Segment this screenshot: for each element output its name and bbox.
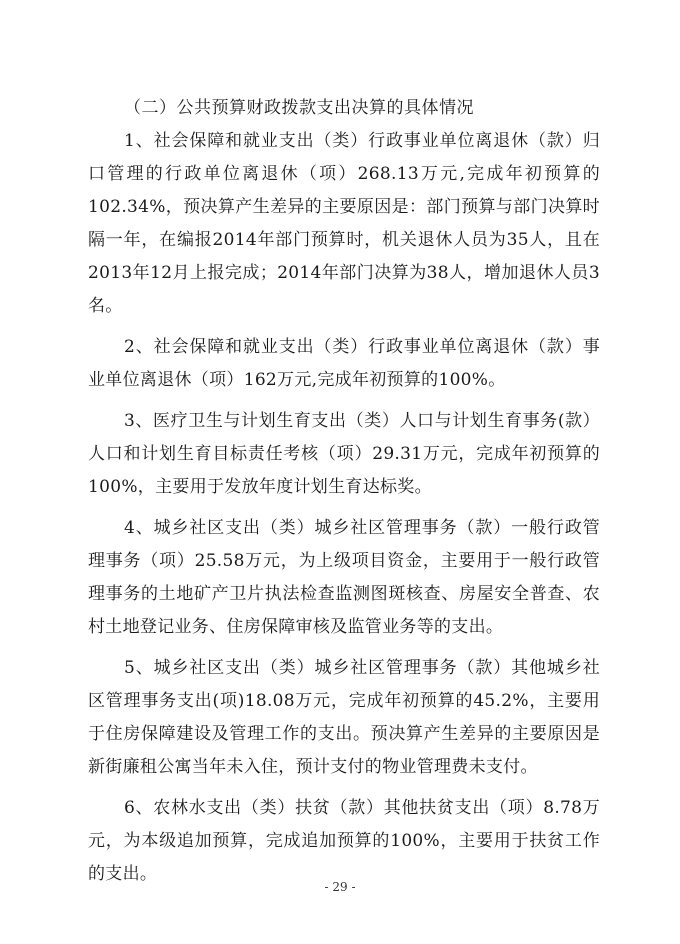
section-heading: （二）公共预算财政拨款支出决算的具体情况 (124, 98, 474, 118)
paragraph-1: 1、社会保障和就业支出（类）行政事业单位离退休（款）归口管理的行政单位离退休（项）268.13万元,完成年初预算的102.34%，预决算产生差异的主要原因是：部门预算与部门决算时隔一年，在编报2014年部门预算时，机关退休人员为35人，且在2013年12月上报完成；2014年部门决算为38人，增加退休人员3名。 (88, 131, 600, 316)
paragraph-6: 6、农林水支出（类）扶贫（款）其他扶贫支出（项）8.78万元，为本级追加预算，完成追加预算的100%，主要用于扶贫工作的支出。 (88, 798, 600, 884)
paragraph-2: 2、社会保障和就业支出（类）行政事业单位离退休（款）事业单位离退休（项）162万元,完成年初预算的100%。 (88, 337, 600, 390)
paragraph-3: 3、医疗卫生与计划生育支出（类）人口与计划生育事务(款）人口和计划生育目标责任考核（项）29.31万元，完成年初预算的100%，主要用于发放年度计划生育达标奖。 (88, 411, 600, 497)
document-body (88, 92, 600, 899)
paragraph-5: 5、城乡社区支出（类）城乡社区管理事务（款）其他城乡社区管理事务支出(项)18.08万元，完成年初预算的45.2%，主要用于住房保障建设及管理工作的支出。预决算产生差异的主要原因是新街廉租公寓当年未入住，预计支付的物业管理费未支付。 (88, 658, 600, 777)
page-number: - 29 - (324, 880, 356, 894)
paragraph-4: 4、城乡社区支出（类）城乡社区管理事务（款）一般行政管理事务（项）25.58万元，为上级项目资金，主要用于一般行政管理事务的土地矿产卫片执法检查监测图斑核查、房屋安全普查、农村土地登记业务、住房保障审核及监管业务等的支出。 (88, 518, 600, 637)
